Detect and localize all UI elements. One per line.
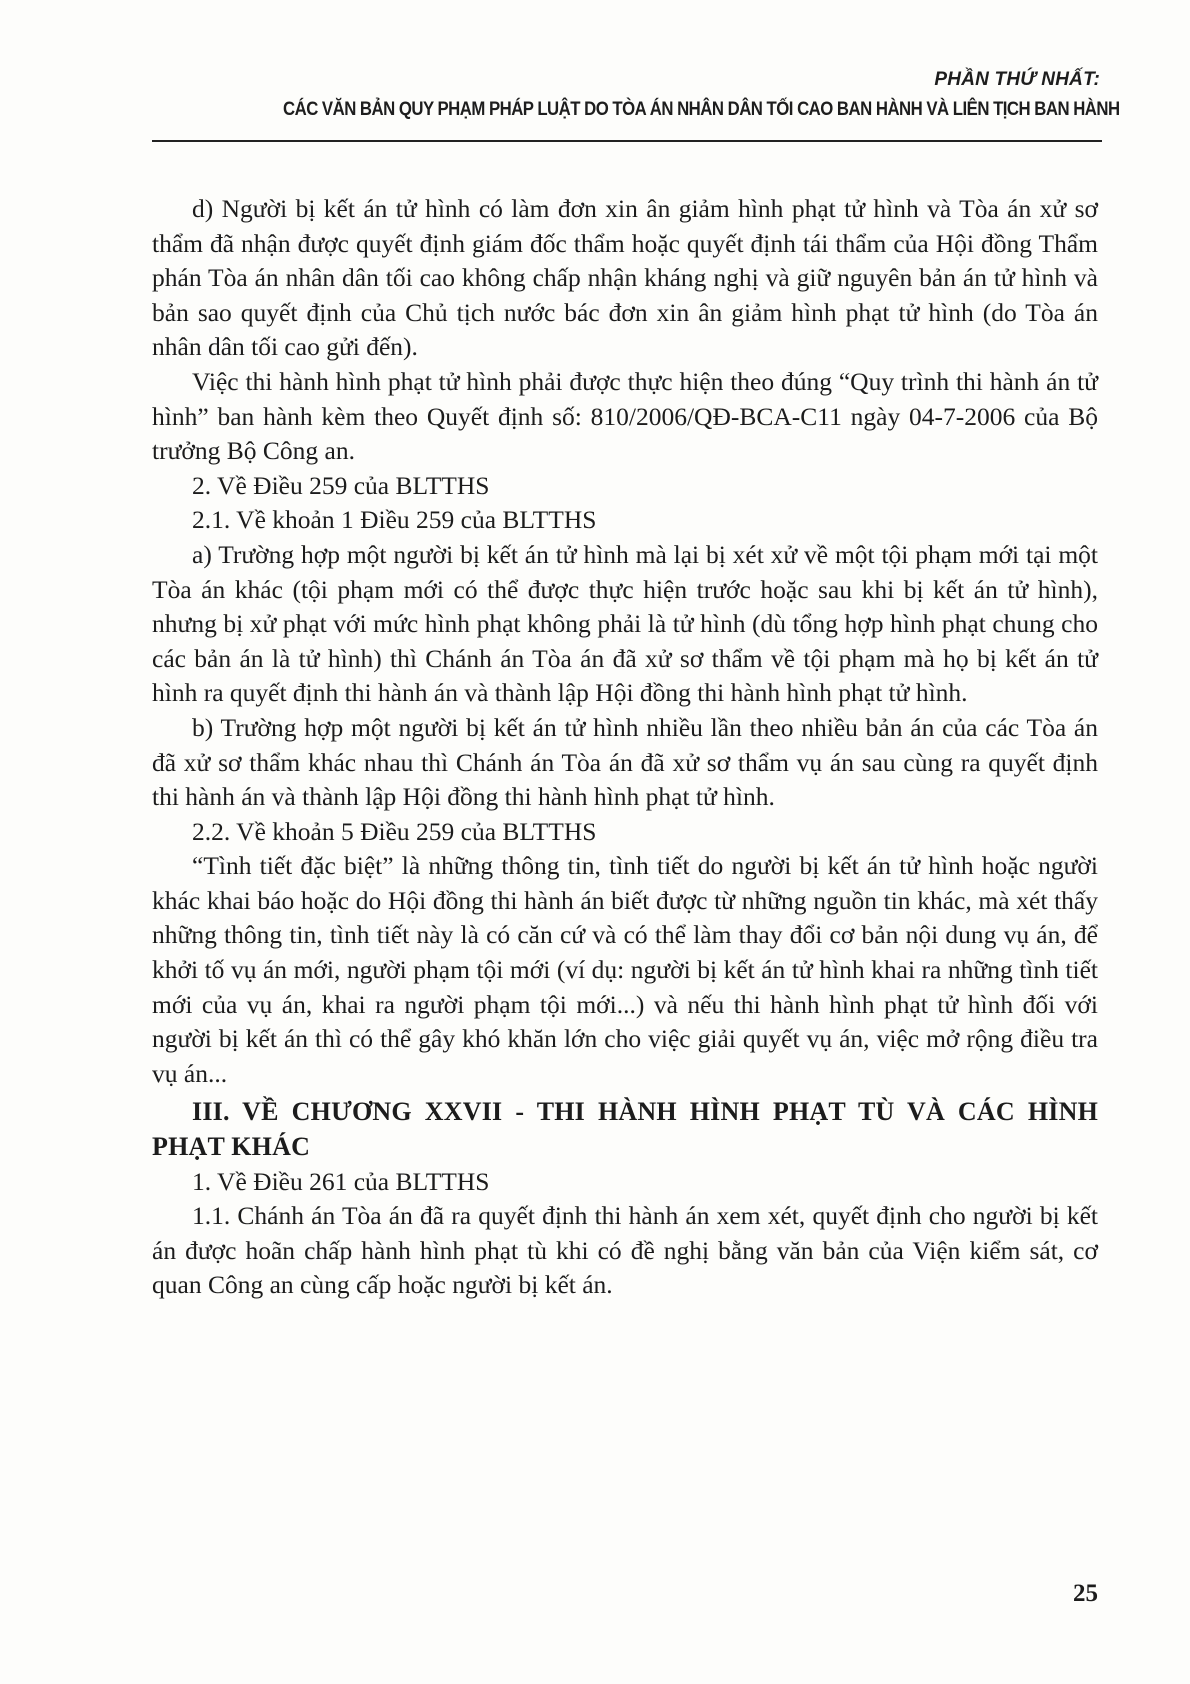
heading-clause-1-article-259: 2.1. Về khoản 1 Điều 259 của BLTTHS (192, 505, 597, 535)
paragraph-execution-procedure: Việc thi hành hình phạt tử hình phải được thực hiện theo đúng “Quy trình thi hành án tử hình” ban hành kèm theo Quyết định số: 810/2006/QĐ-BCA-C11 ngày 04-7-2006 của Bộ trưởng Bộ Công an. (152, 366, 1098, 466)
page-number: 25 (1073, 1580, 1098, 1607)
header-subtitle: CÁC VĂN BẢN QUY PHẠM PHÁP LUẬT DO TÒA ÁN NHÂN DÂN TỐI CAO BAN HÀNH VÀ LIÊN TỊCH BAN HÀNH (283, 98, 1120, 120)
paragraph-a: a) Trường hợp một người bị kết án tử hình mà lại bị xét xử về một tội phạm mới tại một Tòa án khác (tội phạm mới có thể được thực hiện trước hoặc sau khi bị kết án tử hình), nhưng bị xử phạt với mức hình phạt không phải là tử hình (dù tổng hợp hình phạt chung cho các bản án là tử hình) thì Chánh án Tòa án đã xử sơ thẩm về tội phạm mà họ bị kết án tử hình ra quyết định thi hành án và thành lập Hội đồng thi hành hình phạt tử hình. (152, 539, 1098, 708)
running-header (150, 66, 1120, 124)
document-body (152, 192, 1098, 1303)
heading-article-259: 2. Về Điều 259 của BLTTHS (192, 470, 490, 500)
paragraph-d: d) Người bị kết án tử hình có làm đơn xin ân giảm hình phạt tử hình và Tòa án xử sơ thẩm đã nhận được quyết định giám đốc thẩm hoặc quyết định tái thẩm của Hội đồng Thẩm phán Tòa án nhân dân tối cao không chấp nhận kháng nghị và giữ nguyên bản án tử hình và bản sao quyết định của Chủ tịch nước bác đơn xin ân giảm hình phạt tử hình (do Tòa án nhân dân tối cao gửi đến). (152, 194, 1098, 362)
heading-clause-5-article-259: 2.2. Về khoản 5 Điều 259 của BLTTHS (192, 816, 597, 846)
header-part-title: PHẦN THỨ NHẤT: (934, 69, 1100, 90)
paragraph-special-circumstances: “Tình tiết đặc biệt” là những thông tin, tình tiết do người bị kết án tử hình hoặc người khác khai báo hoặc do Hội đồng thi hành án biết được từ những nguồn tin khác, mà xét thấy những thông tin, tình tiết này là có căn cứ và có thể làm thay đổi cơ bản nội dung vụ án, để khởi tố vụ án mới, người phạm tội mới (ví dụ: người bị kết án tử hình khai ra những tình tiết mới của vụ án, khai ra người phạm tội mới...) và nếu thi hành hình phạt tử hình đối với người bị kết án thì có thể gây khó khăn lớn cho việc giải quyết vụ án, việc mở rộng điều tra vụ án... (152, 851, 1098, 1088)
paragraph-b: b) Trường hợp một người bị kết án tử hình nhiều lần theo nhiều bản án của các Tòa án đã xử sơ thẩm khác nhau thì Chánh án Tòa án đã xử sơ thẩm vụ án sau cùng ra quyết định thi hành án và thành lập Hội đồng thi hành hình phạt tử hình. (152, 712, 1098, 812)
paragraph-1-1: 1.1. Chánh án Tòa án đã ra quyết định thi hành án xem xét, quyết định cho người bị kết án được hoãn chấp hành hình phạt tù khi có đề nghị bằng văn bản của Viện kiểm sát, cơ quan Công an cùng cấp hoặc người bị kết án. (152, 1201, 1098, 1300)
header-divider (152, 140, 1102, 142)
heading-article-261: 1. Về Điều 261 của BLTTHS (192, 1166, 490, 1196)
section-heading-chapter-xxvii: III. VỀ CHƯƠNG XXVII - THI HÀNH HÌNH PHẠT TÙ VÀ CÁC HÌNH PHẠT KHÁC (152, 1097, 1098, 1162)
